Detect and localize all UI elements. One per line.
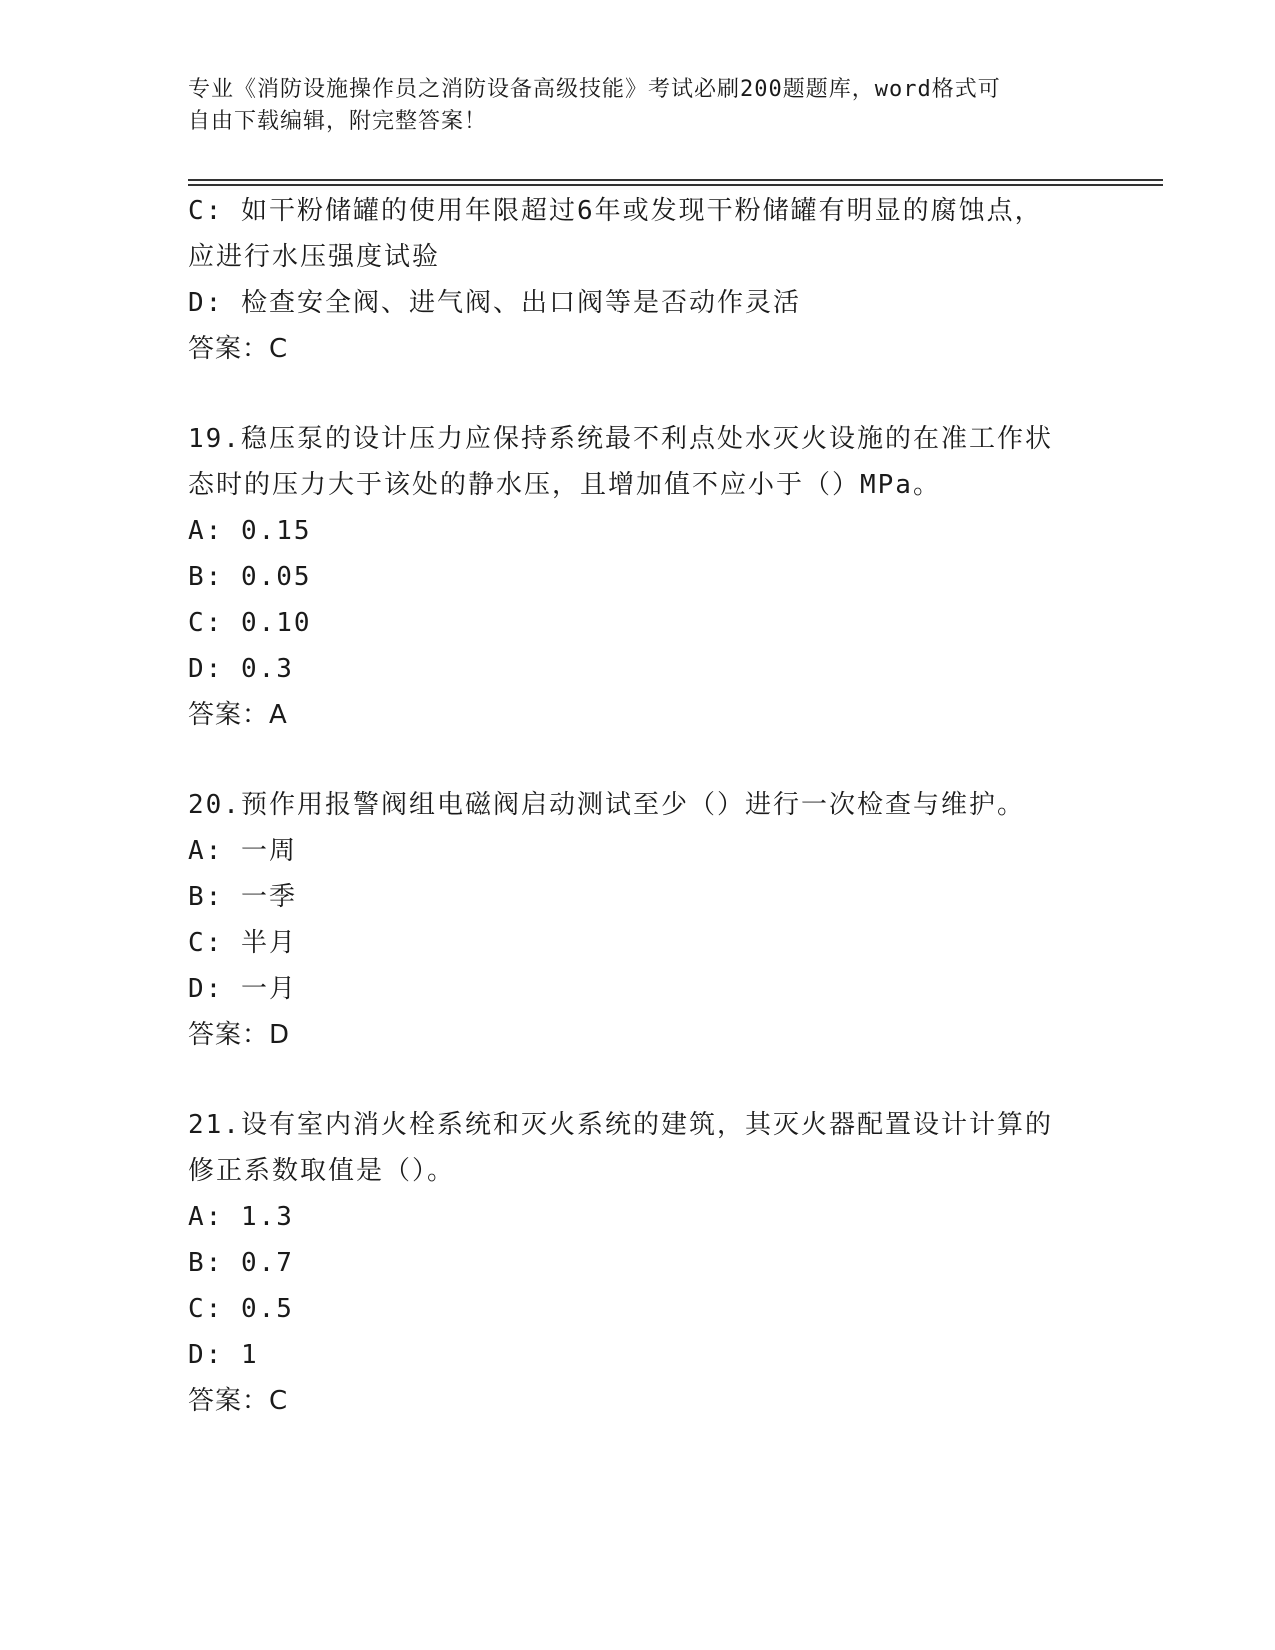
option-a: A: 一周 — [188, 836, 297, 866]
question-21 — [188, 1102, 1088, 1424]
option-c: C: 0.5 — [188, 1294, 294, 1324]
option-d: D: 0.3 — [188, 654, 294, 684]
option-a: A: 0.15 — [188, 516, 312, 546]
question-stem: 20.预作用报警阀组电磁阀启动测试至少（）进行一次检查与维护。 — [188, 790, 1025, 820]
header-divider-top — [188, 179, 1163, 181]
option-a: A: 1.3 — [188, 1202, 294, 1232]
question-stem-continued: 态时的压力大于该处的静水压，且增加值不应小于（）MPa。 — [188, 470, 941, 500]
option-c: C: 半月 — [188, 928, 297, 958]
header-divider-bottom — [188, 184, 1163, 186]
answer-line: 答案：A — [188, 700, 288, 730]
option-c-continued: 应进行水压强度试验 — [188, 242, 441, 272]
option-d: D: 1 — [188, 1340, 259, 1370]
question-stem: 19.稳压泵的设计压力应保持系统最不利点处水灭火设施的在准工作状 — [188, 424, 1053, 454]
answer-line: 答案：D — [188, 1020, 291, 1050]
option-c: C: 如干粉储罐的使用年限超过6年或发现干粉储罐有明显的腐蚀点， — [188, 196, 1043, 226]
document-header — [188, 74, 1068, 138]
document-body — [188, 188, 1088, 1424]
header-line-1: 专业《消防设施操作员之消防设备高级技能》考试必刷200题题库，word格式可 — [188, 77, 1001, 102]
answer-line: 答案：C — [188, 1386, 289, 1416]
question-19 — [188, 416, 1088, 738]
option-b: B: 0.7 — [188, 1248, 294, 1278]
answer-line: 答案：C — [188, 334, 289, 364]
question-stem: 21.设有室内消火栓系统和灭火系统的建筑，其灭火器配置设计计算的 — [188, 1110, 1053, 1140]
option-d: D: 检查安全阀、进气阀、出口阀等是否动作灵活 — [188, 288, 801, 318]
option-d: D: 一月 — [188, 974, 297, 1004]
option-b: B: 0.05 — [188, 562, 312, 592]
question-stem-continued: 修正系数取值是（）。 — [188, 1156, 456, 1186]
option-c: C: 0.10 — [188, 608, 312, 638]
previous-question-continuation — [188, 188, 1088, 372]
option-b: B: 一季 — [188, 882, 297, 912]
header-line-2: 自由下载编辑，附完整答案！ — [188, 109, 488, 134]
question-20 — [188, 782, 1088, 1058]
